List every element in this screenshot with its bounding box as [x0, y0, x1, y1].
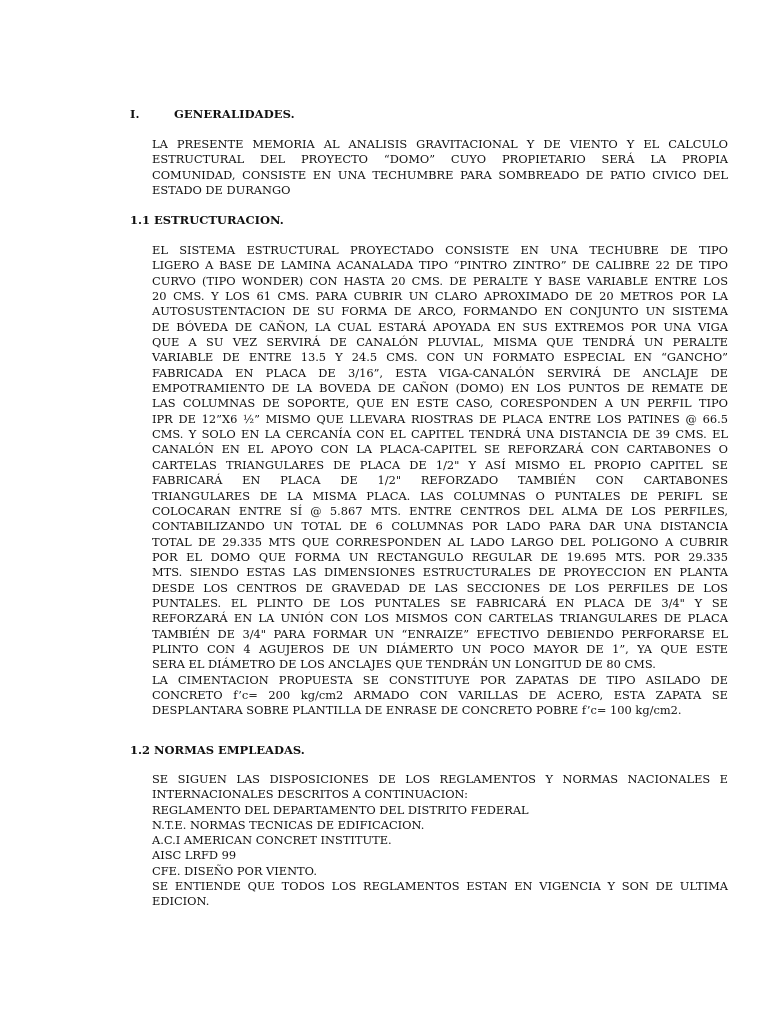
list-item: SE SIGUEN LAS DISPOSICIONES DE LOS REGLAMENTOS Y NORMAS NACIONALES E — [152, 772, 728, 786]
list-item: EDICION. — [152, 894, 210, 909]
paragraph-line: MTS. SIENDO ESTAS LAS DIMENSIONES ESTRUCTURALES DE PROYECCION EN PLANTA — [152, 565, 728, 580]
list-item: N.T.E. NORMAS TECNICAS DE EDIFICACION. — [152, 817, 425, 832]
paragraph-line: ESTADO DE DURANGO — [152, 183, 291, 198]
estructuracion-paragraph — [152, 243, 728, 719]
paragraph-line: LA CIMENTACION PROPUESTA SE CONSTITUYE POR ZAPATAS DE TIPO ASILADO DE — [152, 672, 728, 687]
paragraph-line: TOTAL DE 29.335 MTS QUE CORRESPONDEN AL LADO LARGO DEL POLIGONO A CUBRIR — [152, 534, 728, 549]
paragraph-line: POR EL DOMO QUE FORMA UN RECTANGULO REGULAR DE 19.695 MTS. POR 29.335 — [152, 549, 728, 564]
list-item: A.C.I AMERICAN CONCRET INSTITUTE. — [152, 833, 392, 848]
paragraph-line: CARTELAS TRIANGULARES DE PLACA DE 1/2" Y ASÍ MISMO EL PROPIO CAPITEL SE — [152, 457, 728, 472]
paragraph-line: LAS COLUMNAS DE SOPORTE, QUE EN ESTE CASO, CORESPONDEN A UN PERFIL TIPO — [152, 396, 728, 411]
paragraph-line: DESPLANTARA SOBRE PLANTILLA DE ENRASE DE CONCRETO POBRE f’c= 100 kg/cm2. — [152, 703, 682, 718]
paragraph-line: FABRICARÁ EN PLACA DE 1/2" REFORZADO TAMBIÉN CON CARTABONES — [152, 473, 728, 488]
paragraph-line: CMS. Y SOLO EN LA CERCANÍA CON EL CAPITEL TENDRÁ UNA DISTANCIA DE 39 CMS. EL — [152, 427, 728, 442]
paragraph-line: CONTABILIZANDO UN TOTAL DE 6 COLUMNAS POR LADO PARA DAR UNA DISTANCIA — [152, 519, 728, 534]
paragraph-line: SERA EL DIÁMETRO DE LOS ANCLAJES QUE TENDRÁN UN LONGITUD DE 80 CMS. — [152, 657, 656, 672]
paragraph-line: CONCRETO f’c= 200 kg/cm2 ARMADO CON VARILLAS DE ACERO, ESTA ZAPATA SE — [152, 687, 728, 702]
section-title: GENERALIDADES. — [174, 107, 295, 121]
paragraph-line: 20 CMS. Y LOS 61 CMS. PARA CUBRIR UN CLARO APROXIMADO DE 20 METROS POR LA — [152, 289, 728, 304]
paragraph-line: PUNTALES. EL PLINTO DE LOS PUNTALES SE FABRICARÁ EN PLACA DE 3/4" Y SE — [152, 595, 728, 610]
generalidades-paragraph — [152, 137, 728, 198]
paragraph-line: REFORZARÁ EN LA UNIÓN CON LOS MISMOS CON CARTELAS TRIANGULARES DE PLACA — [152, 611, 728, 626]
paragraph-line: COLOCARAN ENTRE SÍ @ 5.867 MTS. ENTRE CENTROS DEL ALMA DE LOS PERFILES, — [152, 503, 728, 518]
paragraph-line: IPR DE 12”X6 ½” MISMO QUE LLEVARA RIOSTRAS DE PLACA ENTRE LOS PATINES @ 66.5 — [152, 411, 728, 426]
paragraph-line: CURVO (TIPO WONDER) CON HASTA 20 CMS. DE PERALTE Y BASE VARIABLE ENTRE LOS — [152, 273, 728, 288]
section-heading-generalidades — [130, 107, 295, 121]
section-number: I. — [130, 107, 140, 121]
paragraph-line: AUTOSUSTENTACION DE SU FORMA DE ARCO, FORMANDO EN CONJUNTO UN SISTEMA — [152, 304, 728, 319]
paragraph-line: DESDE LOS CENTROS DE GRAVEDAD DE LAS SECCIONES DE LOS PERFILES DE LOS — [152, 580, 728, 595]
paragraph-line: LA PRESENTE MEMORIA AL ANALISIS GRAVITACIONAL Y DE VIENTO Y EL CALCULO — [152, 137, 728, 151]
paragraph-line: LIGERO A BASE DE LAMINA ACANALADA TIPO “PINTRO ZINTRO” DE CALIBRE 22 DE TIPO — [152, 258, 728, 273]
paragraph-line: ESTRUCTURAL DEL PROYECTO “DOMO” CUYO PROPIETARIO SERÁ LA PROPIA — [152, 152, 728, 167]
paragraph-line: EMPOTRAMIENTO DE LA BOVEDA DE CAÑON (DOMO) EN LOS PUNTOS DE REMATE DE — [152, 381, 728, 396]
list-item: CFE. DISEÑO POR VIENTO. — [152, 863, 317, 878]
list-item: REGLAMENTO DEL DEPARTAMENTO DEL DISTRITO FEDERAL — [152, 802, 529, 817]
paragraph-line: CANALÓN EN EL APOYO CON LA PLACA-CAPITEL SE REFORZARÁ CON CARTABONES O — [152, 442, 728, 457]
paragraph-line: EL SISTEMA ESTRUCTURAL PROYECTADO CONSISTE EN UNA TECHUBRE DE TIPO — [152, 243, 728, 257]
list-item: AISC LRFD 99 — [152, 848, 237, 863]
paragraph-line: COMUNIDAD, CONSISTE EN UNA TECHUMBRE PARA SOMBREADO DE PATIO CIVICO DEL — [152, 167, 728, 182]
normas-list — [152, 772, 728, 910]
paragraph-line: PLINTO CON 4 AGUJEROS DE UN DIÁMERTO UN POCO MAYOR DE 1”, YA QUE ESTE — [152, 641, 728, 656]
paragraph-line: FABRICADA EN PLACA DE 3/16”, ESTA VIGA-CANALÓN SERVIRÁ DE ANCLAJE DE — [152, 365, 728, 380]
paragraph-line: DE BÓVEDA DE CAÑON, LA CUAL ESTARÁ APOYADA EN SUS EXTREMOS POR UNA VIGA — [152, 319, 728, 334]
paragraph-line: VARIABLE DE ENTRE 13.5 Y 24.5 CMS. CON UN FORMATO ESPECIAL EN “GANCHO” — [152, 350, 728, 365]
list-item: SE ENTIENDE QUE TODOS LOS REGLAMENTOS ESTAN EN VIGENCIA Y SON DE ULTIMA — [152, 879, 728, 894]
list-item: INTERNACIONALES DESCRITOS A CONTINUACION: — [152, 787, 468, 802]
section-heading-normas: 1.2 NORMAS EMPLEADAS. — [130, 743, 305, 757]
paragraph-line: QUE A SU VEZ SERVIRÁ DE CANALÓN PLUVIAL, MISMA QUE TENDRÁ UN PERALTE — [152, 335, 728, 350]
section-heading-estructuracion: 1.1 ESTRUCTURACION. — [130, 213, 284, 227]
paragraph-line: TAMBIÉN DE 3/4" PARA FORMAR UN “ENRAIZE” EFECTIVO DEBIENDO PERFORARSE EL — [152, 626, 728, 641]
paragraph-line: TRIANGULARES DE LA MISMA PLACA. LAS COLUMNAS O PUNTALES DE PERIFL SE — [152, 488, 728, 503]
